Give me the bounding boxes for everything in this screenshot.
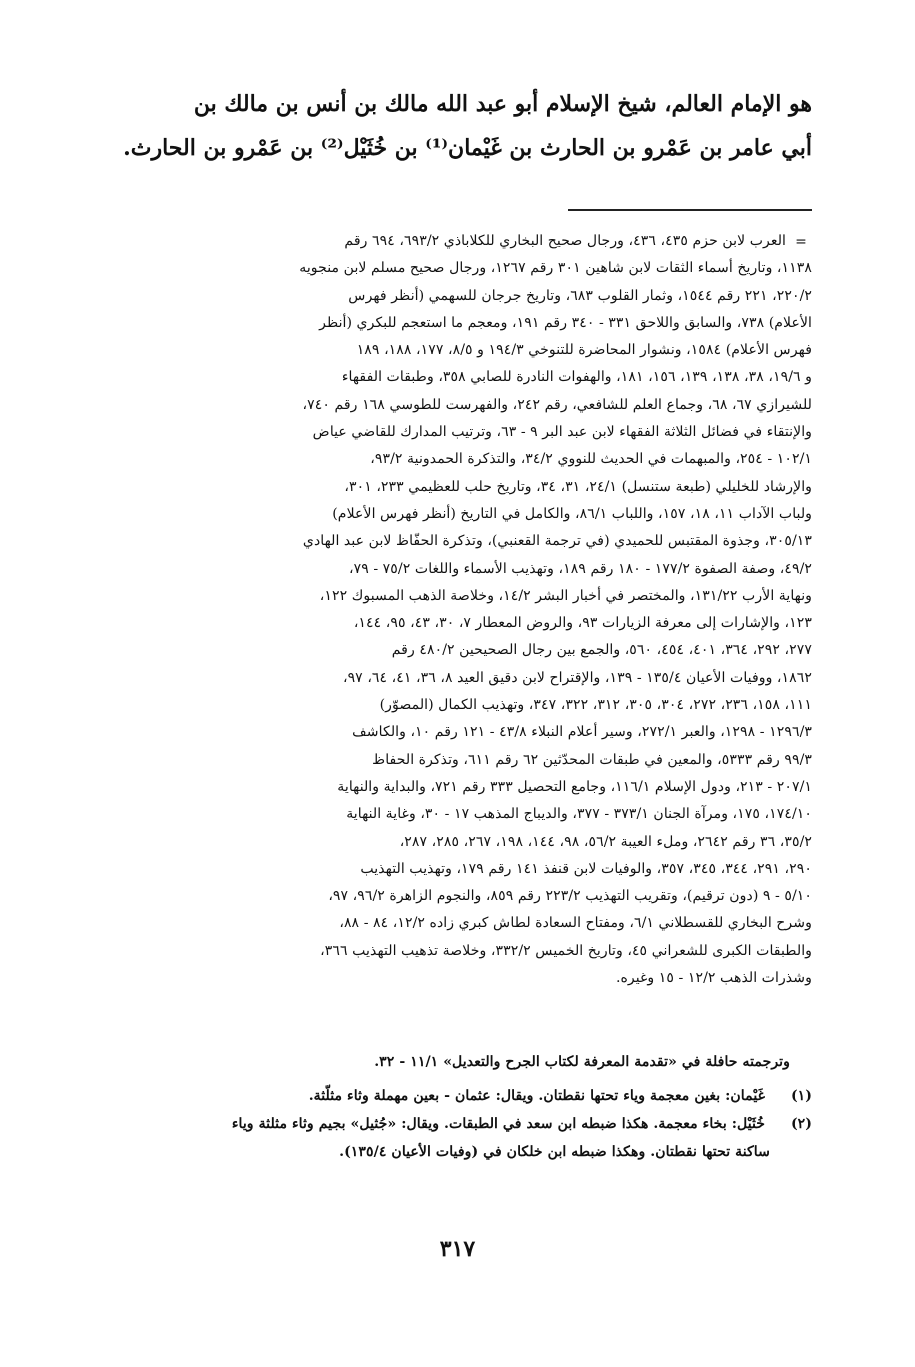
note-line: و ١٩/٦، ٣٨، ١٣٨، ١٣٩، ١٥٦، ١٨١، والهفوات النادرة للصابي ٣٥٨، وطبقات الفقهاء — [341, 369, 812, 386]
note-line: وشرح البخاري للقسطلاني ٦/١، ومفتاح السعادة لطاش كبري زاده ١٢/٢، ٨٤ - ٨٨، — [339, 915, 812, 932]
note-line: ٢٧٧، ٢٩٢، ٣٦٤، ٤٠١، ٤٥٤، ٥٦٠، والجمع بين رجال الصحيحين ٤٨٠/٢ رقم — [391, 642, 812, 659]
continuation-mark: = — [795, 234, 807, 250]
note-line: والإنتقاء في فضائل الثلاثة الفقهاء لابن عبد البر ٩ - ٦٣، وترتيب المدارك للقاضي عياض — [312, 424, 812, 441]
page-number: ٣١٧ — [439, 1236, 476, 1262]
note-line: ٢٩٠، ٢٩١، ٣٤٤، ٣٤٥، ٣٥٧، والوفيات لابن قنفذ ١٤١ رقم ١٧٩، وتهذيب التهذيب — [360, 860, 812, 877]
main-line-2: أبي عامر بن عَمْرو بن الحارث بن غَيْمان⁽¹⁾ بن خُثَيْل⁽²⁾ بن عَمْرو بن الحارث. — [123, 135, 812, 161]
bibliography-notes — [90, 228, 812, 992]
note-line: والطبقات الكبرى للشعراني ٤٥، وتاريخ الخميس ٣٣٢/٢، وخلاصة تذهيب التهذيب ٣٦٦، — [320, 942, 812, 959]
note-line: ٥/١٠ - ٩ (دون ترقيم)، وتقريب التهذيب ٢٢٣/٢ رقم ٨٥٩، والنجوم الزاهرة ٩٦/٢، ٩٧، — [328, 888, 812, 905]
note-line: ١٢٩٦/٣ - ١٢٩٨، والعبر ٢٧٢/١، وسير أعلام النبلاء ٤٣/٨ - ١٢١ رقم ١٠، والكاشف — [352, 724, 812, 741]
main-line-1: هو الإمام العالم، شيخ الإسلام أبو عبد الله مالك بن أنس بن مالك بن — [193, 91, 812, 117]
note-line: للشيرازي ٦٧، ٦٨، وجماع العلم للشافعي، رقم ٢٤٢، والفهرست للطوسي ١٦٨ رقم ٧٤٠، — [302, 396, 812, 413]
note-line: ونهاية الأرب ١٣١/٢٢، والمختصر في أخبار البشر ١٤/٢، وخلاصة الذهب المسبوك ١٢٢، — [319, 587, 812, 604]
footnote-text: ساكنة تحتها نقطتان. وهكذا ضبطه ابن خلكان في (وفيات الأعيان ١٣٥/٤). — [339, 1144, 770, 1160]
translation-note: وترجمته حافلة في «تقدمة المعرفة لكتاب الجرح والتعديل» ١١/١ - ٣٢. — [374, 1054, 790, 1070]
footnote-1 — [90, 1082, 812, 1110]
note-line: ٣٠٥/١٣، وجذوة المقتبس للحميدي (في ترجمة القعنبي)، وتذكرة الحفّاظ لابن عبد الهادي — [302, 533, 812, 550]
footnote-number: (١) — [790, 1088, 812, 1104]
note-line: الأعلام) ٧٣٨، والسابق واللاحق ٣٣١ - ٣٤٠ رقم ١٩١، ومعجم ما استعجم للبكري (أنظر — [319, 314, 812, 331]
footnote-text: خُثَيْل: بخاء معجمة. هكذا ضبطه ابن سعد في الطبقات. ويقال: «جُثيل» بجيم وثاء مثلثة وياء — [231, 1116, 766, 1132]
note-line: ١١٣٨، وتاريخ أسماء الثقات لابن شاهين ٣٠١ رقم ١٢٦٧، ورجال صحيح مسلم لابن منجويه — [299, 260, 812, 277]
main-text — [90, 82, 812, 170]
note-line: ١١١، ١٥٨، ٢٣٦، ٢٧٢، ٣٠٤، ٣٠٥، ٣١٢، ٣٢٢، ٣٤٧، وتهذيب الكمال (المصوّر) — [379, 697, 812, 714]
note-line: ٣٥/٢، ٣٦ رقم ٢٦٤٢، وملء العيبة ٥٦/٢، ٩٨، ١٤٤، ١٩٨، ٢٦٧، ٢٨٥، ٢٨٧، — [399, 833, 812, 850]
note-line: ١٧٤/١٠، ١٧٥، ومرآة الجنان ٣٧٣/١ - ٣٧٧، والديباج المذهب ١٧ - ٣٠، وغاية النهاية — [346, 806, 812, 823]
footnote-separator — [568, 209, 812, 211]
footnote-number: (٢) — [790, 1116, 812, 1132]
note-line: ٢٠٧/١ - ٢١٣، ودول الإسلام ١١٦/١، وجامع التحصيل ٣٣٣ رقم ٧٢١، والبداية والنهاية — [337, 778, 812, 795]
note-line: ولباب الآداب ١١، ١٨، ١٥٧، واللباب ٨٦/١، والكامل في التاريخ (أنظر فهرس الأعلام) — [332, 505, 812, 522]
note-line: ٢٢٠/٢، ٢٢١ رقم ١٥٤٤، وثمار القلوب ٦٨٣، وتاريخ جرجان للسهمي (أنظر فهرس — [348, 287, 812, 304]
note-line: والإرشاد للخليلي (طبعة ستنسل) ٢٤/١، ٣١، ٣٤، وتاريخ حلب للعظيمي ٢٣٣، ٣٠١، — [344, 478, 812, 495]
footnote-text: غَيْمان: بغين معجمة وياء تحتها نقطتان. ويقال: عثمان - بعين مهملة وثاء مثلّثة. — [308, 1088, 766, 1104]
note-line: ١٢٣، والإشارات إلى معرفة الزيارات ٩٣، والروض المعطار ٧، ٣٠، ٤٣، ٩٥، ١٤٤، — [353, 615, 812, 632]
note-line: ١٠٢/١ - ٢٥٤، والمبهمات في الحديث للنووي ٣٤/٢، والتذكرة الحمدونية ٩٣/٢، — [370, 451, 812, 468]
footnote-2 — [90, 1110, 812, 1166]
note-line: ٩٩/٣ رقم ٥٣٣٣، والمعين في طبقات المحدّثين ٦٢ رقم ٦١١، وتذكرة الحفاظ — [372, 751, 812, 768]
note-line: وشذرات الذهب ١٢/٢ - ١٥ وغيره. — [615, 970, 812, 987]
note-line: فهرس الأعلام) ١٥٨٤، ونشوار المحاضرة للتنوخي ١٩٤/٣ و ٨/٥، ١٧٧، ١٨٨، ١٨٩ — [356, 342, 812, 359]
note-line: ٤٩/٢، وصفة الصفوة ١٧٧/٢ - ١٨٠ رقم ١٨٩، وتهذيب الأسماء واللغات ٧٥/٢ - ٧٩، — [349, 560, 812, 577]
note-line: ١٨٦٢، ووفيات الأعيان ١٣٥/٤ - ١٣٩، والإقتراح لابن دقيق العيد ٨، ٣٦، ٤١، ٦٤، ٩٧، — [342, 669, 812, 686]
note-line: العرب لابن حزم ٤٣٥، ٤٣٦، ورجال صحيح البخاري للكلاباذي ٦٩٣/٢، ٦٩٤ رقم — [344, 233, 786, 249]
